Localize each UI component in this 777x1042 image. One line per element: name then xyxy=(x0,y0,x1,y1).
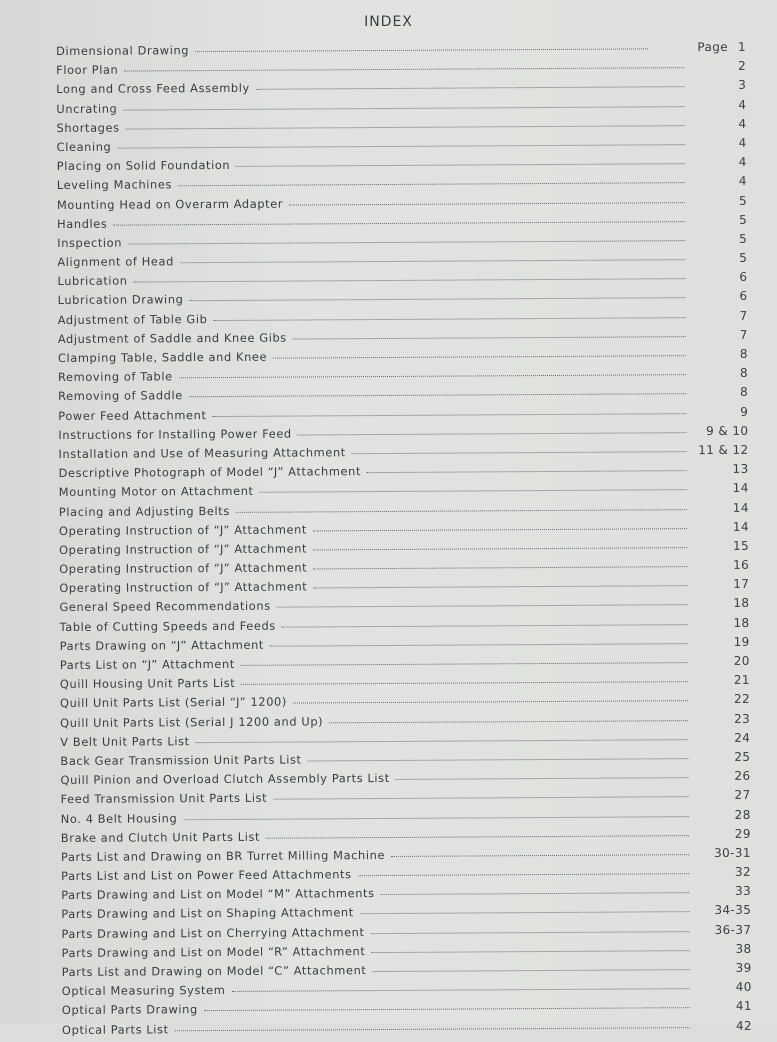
page-number: 19 xyxy=(733,634,750,649)
entry-page-number xyxy=(695,500,749,514)
entry-label: Parts List and List on Power Feed Attachments xyxy=(61,867,352,884)
dot-leader xyxy=(231,988,689,992)
entry-label: Power Feed Attachment xyxy=(58,407,207,423)
page-number: 17 xyxy=(733,577,750,592)
entry-label: Descriptive Photograph of Model “J” Attachment xyxy=(58,464,362,481)
page-number: 32 xyxy=(734,864,752,879)
entry-label: Quill Pinion and Overload Clutch Assembly Parts List xyxy=(60,771,390,788)
entry-page-number xyxy=(694,328,748,342)
entry-page-number xyxy=(693,212,747,226)
entry-label: Operating Instruction of “J” Attachment xyxy=(59,579,308,596)
index-list xyxy=(56,40,752,1042)
entry-page-number xyxy=(656,40,746,55)
dot-leader xyxy=(367,470,687,473)
dot-leader xyxy=(371,931,690,934)
dot-leader xyxy=(396,777,689,780)
page-title: INDEX xyxy=(364,14,413,30)
dot-leader xyxy=(293,701,688,704)
page-number: 23 xyxy=(734,711,751,726)
entry-page-number xyxy=(692,78,746,92)
page-number: 5 xyxy=(739,250,748,265)
entry-label: Lubrication xyxy=(57,273,128,289)
entry-page-number xyxy=(695,539,749,553)
dot-leader xyxy=(256,87,684,91)
dot-leader xyxy=(352,451,687,454)
entry-page-number xyxy=(695,519,749,533)
entry-label: Instructions for Installing Power Feed xyxy=(58,426,292,442)
entry-page-number xyxy=(696,615,750,629)
dot-leader xyxy=(266,835,689,839)
entry-page-number xyxy=(692,59,746,73)
entry-page-number xyxy=(693,193,747,207)
entry-label: Uncrating xyxy=(56,101,118,116)
dot-leader xyxy=(123,106,684,110)
page-number: 22 xyxy=(733,692,751,707)
dot-leader xyxy=(124,67,684,71)
entry-label: Operating Instruction of “J” Attachment xyxy=(59,560,308,577)
entry-label: Optical Parts List xyxy=(61,1021,169,1037)
dot-leader xyxy=(178,182,685,186)
dot-leader xyxy=(213,413,687,417)
page-number: 4 xyxy=(738,154,747,169)
page-number: 29 xyxy=(734,826,751,841)
entry-page-number xyxy=(693,232,747,246)
page-number: 18 xyxy=(733,596,750,611)
dot-leader xyxy=(213,317,685,321)
page-number: 13 xyxy=(732,461,749,477)
dot-leader xyxy=(189,394,686,398)
dot-leader xyxy=(289,202,685,205)
entry-label: Clamping Table, Saddle and Knee xyxy=(57,349,268,365)
page-number: 2 xyxy=(738,58,747,74)
entry-page-number xyxy=(692,97,746,111)
entry-label: Mounting Motor on Attachment xyxy=(58,484,254,500)
entry-label: Parts List on “J” Attachment xyxy=(59,656,235,672)
dot-leader xyxy=(189,298,685,302)
dot-leader xyxy=(128,240,685,244)
entry-label: Alignment of Head xyxy=(57,254,174,270)
entry-page-number xyxy=(696,769,750,783)
entry-label: Brake and Clutch Unit Parts List xyxy=(60,829,261,845)
page-number: 6 xyxy=(739,289,748,304)
dot-leader xyxy=(183,816,688,820)
page-number: 4 xyxy=(738,135,747,150)
dot-leader xyxy=(126,125,685,129)
entry-label: Removing of Saddle xyxy=(58,388,183,404)
page-number: 40 xyxy=(735,979,752,995)
page-number: 5 xyxy=(738,212,748,227)
page-number: 4 xyxy=(738,97,747,112)
entry-page-number xyxy=(696,654,750,668)
entry-page-number xyxy=(693,155,747,169)
page-number: 20 xyxy=(733,653,750,668)
dot-leader xyxy=(196,739,689,743)
entry-label: Long and Cross Feed Assembly xyxy=(56,81,250,97)
page-number: 1 xyxy=(737,39,747,54)
page-number: 14 xyxy=(732,481,749,496)
entry-page-number xyxy=(692,117,746,131)
entry-label: Placing on Solid Foundation xyxy=(56,158,231,174)
page-number: 8 xyxy=(739,365,749,381)
entry-page-number xyxy=(697,846,751,860)
page-number: 33 xyxy=(735,884,752,899)
entry-page-number xyxy=(695,577,749,591)
entry-label: Cleaning xyxy=(56,139,112,154)
entry-page-number xyxy=(693,251,747,265)
entry-label: Placing and Adjusting Belts xyxy=(58,503,230,519)
dot-leader xyxy=(241,662,688,666)
page-number: 21 xyxy=(733,672,750,688)
dot-leader xyxy=(195,48,648,52)
page-number: 5 xyxy=(739,231,748,246)
entry-label: V Belt Unit Parts List xyxy=(60,733,190,749)
entry-label: General Speed Recommendations xyxy=(59,599,271,615)
entry-page-number xyxy=(697,942,751,956)
entry-page-number xyxy=(696,750,750,764)
page-number: 7 xyxy=(739,327,748,342)
entry-label: Parts Drawing and List on Model “M” Attachments xyxy=(61,886,375,903)
dot-leader xyxy=(371,950,689,953)
entry-label: Parts Drawing and List on Shaping Attachment xyxy=(61,905,354,922)
dot-leader xyxy=(134,278,686,282)
entry-label: Optical Measuring System xyxy=(61,983,226,999)
dot-leader xyxy=(313,547,687,550)
entry-page-number xyxy=(697,903,751,917)
entry-label: Back Gear Transmission Unit Parts List xyxy=(60,752,302,768)
entry-page-number xyxy=(693,136,747,150)
page-number: 9 & 10 xyxy=(706,423,749,438)
entry-page-number xyxy=(697,865,751,879)
dot-leader xyxy=(270,643,688,647)
dot-leader xyxy=(329,720,688,723)
entry-label: Dimensional Drawing xyxy=(56,43,190,58)
page-number: 27 xyxy=(734,788,751,803)
page-number: 18 xyxy=(733,615,750,630)
entry-label: Shortages xyxy=(56,120,120,135)
entry-page-number xyxy=(693,270,747,284)
entry-page-number xyxy=(697,807,751,821)
dot-leader xyxy=(180,259,685,263)
entry-page-number xyxy=(694,366,748,380)
dot-leader xyxy=(313,566,687,569)
dot-leader xyxy=(313,585,687,588)
entry-label: Mounting Head on Overarm Adapter xyxy=(56,196,284,212)
entry-page-number xyxy=(698,961,752,975)
dot-leader xyxy=(372,969,689,972)
page-number: 4 xyxy=(738,116,747,131)
entry-label: Parts List and Drawing on Model “C” Attachment xyxy=(61,963,367,979)
dot-leader xyxy=(358,873,689,876)
dot-leader xyxy=(308,758,689,761)
entry-label: Parts Drawing and List on Cherrying Attachment xyxy=(61,924,365,941)
entry-page-number xyxy=(693,174,747,188)
page-number: 38 xyxy=(735,941,752,956)
page-number: 26 xyxy=(734,768,751,783)
entry-label: Installation and Use of Measuring Attachment xyxy=(58,445,346,461)
entry-page-number xyxy=(697,788,751,802)
dot-leader xyxy=(204,1008,690,1012)
entry-label: Lubrication Drawing xyxy=(57,292,184,308)
dot-leader xyxy=(236,163,685,167)
dot-leader xyxy=(298,432,687,435)
index-entry xyxy=(62,1018,752,1041)
dot-leader xyxy=(179,374,686,378)
entry-label: No. 4 Belt Housing xyxy=(60,810,178,826)
page-number: 8 xyxy=(740,385,749,400)
page-number: 6 xyxy=(739,270,748,285)
page-number: 16 xyxy=(733,557,750,572)
entry-page-number xyxy=(694,424,748,438)
entry-page-number xyxy=(694,385,748,399)
dot-leader xyxy=(360,912,689,915)
page-number: 28 xyxy=(734,807,751,822)
entry-label: Optical Parts Drawing xyxy=(61,1002,198,1018)
page-number: 42 xyxy=(735,1018,753,1033)
page-number: 39 xyxy=(735,960,752,975)
page-number: 8 xyxy=(739,346,748,361)
entry-page-number xyxy=(697,826,751,840)
page-number: 7 xyxy=(739,308,748,323)
entry-page-number xyxy=(696,673,750,687)
entry-page-number xyxy=(697,884,751,898)
entry-label: Removing of Table xyxy=(57,369,173,385)
page-number: 41 xyxy=(735,999,752,1014)
entry-label: Adjustment of Table Gib xyxy=(57,311,208,327)
entry-page-number xyxy=(695,481,749,495)
entry-label: Quill Housing Unit Parts List xyxy=(59,676,236,692)
dot-leader xyxy=(117,144,684,148)
dot-leader xyxy=(273,355,686,359)
dot-leader xyxy=(277,605,688,609)
entry-label: Handles xyxy=(57,216,108,231)
dot-leader xyxy=(381,892,690,895)
entry-page-number xyxy=(698,1018,752,1032)
entry-page-number xyxy=(696,635,750,649)
page-number: 36-37 xyxy=(714,922,752,937)
entry-label: Adjustment of Saddle and Knee Gibs xyxy=(57,330,287,346)
dot-leader xyxy=(391,854,689,857)
dot-leader xyxy=(313,528,687,531)
entry-label: Floor Plan xyxy=(56,62,119,78)
dot-leader xyxy=(241,681,688,685)
page-word: Page xyxy=(697,39,729,55)
dot-leader xyxy=(260,489,687,493)
entry-page-number xyxy=(694,289,748,303)
entry-label: Leveling Machines xyxy=(56,177,173,193)
entry-page-number xyxy=(697,922,751,936)
entry-page-number xyxy=(694,308,748,322)
entry-page-number xyxy=(696,692,750,706)
page-number: 24 xyxy=(734,730,751,745)
entry-label: Operating Instruction of “J” Attachment xyxy=(59,541,308,557)
entry-page-number xyxy=(698,980,752,994)
entry-page-number xyxy=(694,347,748,361)
page-number: 4 xyxy=(738,174,747,189)
entry-label: Feed Transmission Unit Parts List xyxy=(60,791,268,807)
dot-leader xyxy=(175,1027,690,1031)
page-number: 9 xyxy=(740,404,749,419)
dot-leader xyxy=(293,336,686,339)
entry-label: Inspection xyxy=(57,235,123,250)
page-number: 15 xyxy=(732,538,750,553)
dot-leader xyxy=(236,509,687,513)
entry-label: Parts Drawing and List on Model “R” Attachment xyxy=(61,943,366,960)
page-number: 3 xyxy=(738,78,747,93)
dot-leader xyxy=(273,796,688,800)
entry-page-number xyxy=(698,999,752,1013)
entry-label: Parts Drawing on “J” Attachment xyxy=(59,637,265,653)
dot-leader xyxy=(113,221,685,225)
entry-page-number xyxy=(696,731,750,745)
entry-label: Parts List and Drawing on BR Turret Milling Machine xyxy=(60,847,386,864)
page-number: 14 xyxy=(732,519,750,534)
page-number: 5 xyxy=(738,193,748,208)
page-number: 34-35 xyxy=(714,903,752,918)
entry-page-number xyxy=(695,462,749,476)
entry-page-number xyxy=(695,558,749,572)
page-number: 14 xyxy=(732,500,749,515)
entry-page-number xyxy=(694,404,748,418)
entry-page-number xyxy=(696,711,750,725)
entry-label: Quill Unit Parts List (Serial J 1200 and Up) xyxy=(60,713,324,730)
entry-page-number xyxy=(695,596,749,610)
entry-label: Table of Cutting Speeds and Feeds xyxy=(59,618,276,634)
page-number: 25 xyxy=(734,749,751,764)
entry-label: Operating Instruction of “J” Attachment xyxy=(58,522,308,538)
entry-page-number xyxy=(694,443,748,457)
entry-label: Quill Unit Parts List (Serial “J” 1200) xyxy=(59,694,287,711)
dot-leader xyxy=(282,624,688,627)
page-number: 11 & 12 xyxy=(698,442,749,458)
page-number: 30-31 xyxy=(714,845,751,860)
